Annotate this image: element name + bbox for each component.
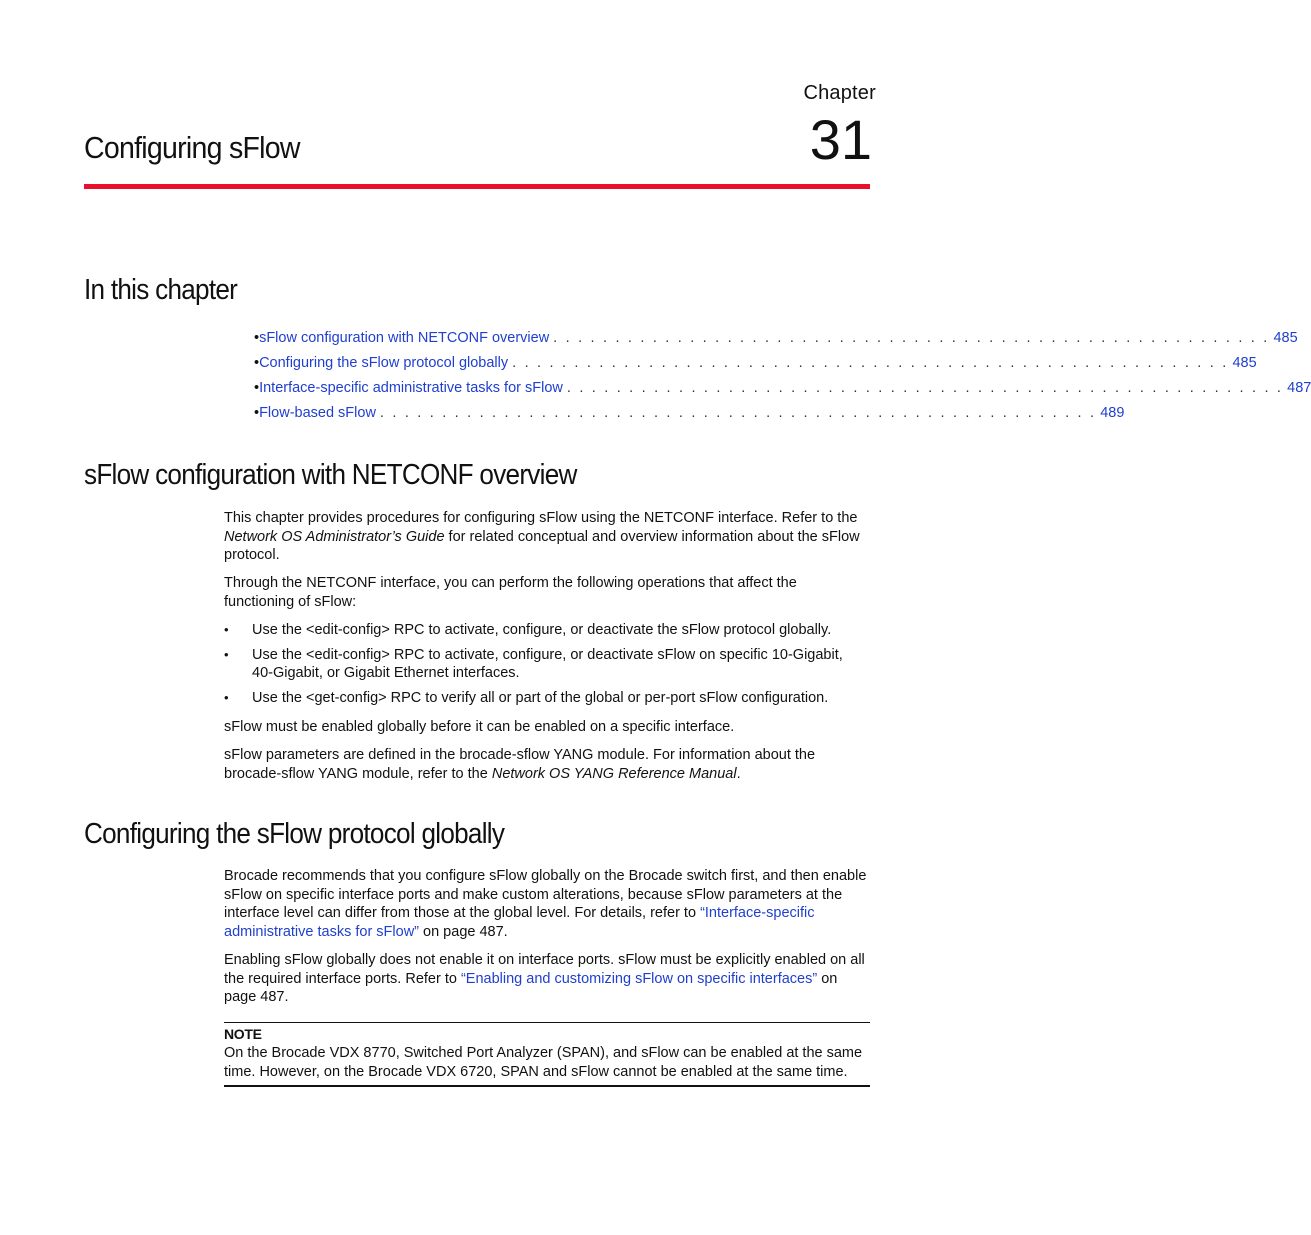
- overview-p2-text: Through the NETCONF interface, you can perform the following operations that affect the functioning of sFlow:: [224, 575, 797, 610]
- global-p1-text-b: on page 487.: [419, 923, 508, 940]
- toc-page-number[interactable]: 485: [1273, 330, 1298, 346]
- overview-p3-text: sFlow must be enabled globally before it can be enabled on a specific interface.: [224, 719, 735, 735]
- interface-tasks-link[interactable]: “Interface-specific administrative tasks for sFlow”: [224, 905, 815, 940]
- bullet-icon: •: [224, 689, 229, 705]
- global-paragraph-1: [224, 867, 870, 941]
- list-item-text: Use the <edit-config> RPC to activate, configure, or deactivate sFlow on specific 10-Gigabit, 40-Gigabit, or Gigabit Ethernet interfaces.: [252, 646, 843, 682]
- enabling-sflow-link[interactable]: “Enabling and customizing sFlow on specific interfaces”: [460, 970, 818, 987]
- bullet-icon: •: [254, 405, 260, 421]
- list-item: [224, 689, 870, 708]
- global-p2-text-b: on page 487.: [224, 970, 838, 1006]
- toc-page-number[interactable]: 489: [1100, 405, 1125, 421]
- toc-page-number[interactable]: 485: [1232, 355, 1257, 371]
- note-bottom-rule: [224, 1085, 870, 1087]
- overview-p4-italic: Network OS YANG Reference Manual: [491, 765, 737, 782]
- note-text: On the Brocade VDX 8770, Switched Port Analyzer (SPAN), and sFlow can be enabled at the same time. However, on the Brocade VDX 6720, SPAN and sFlow cannot be enabled at the same time.: [224, 1045, 863, 1080]
- bullet-icon: •: [254, 355, 260, 371]
- list-item: [224, 621, 870, 640]
- chapter-number: 31: [809, 108, 872, 171]
- toc-leader-dots: . . . . . . . . . . . . . . . . . . . . . . . . . . . . . . . . . . . . . . . . . . . . . . . . . . . . . . . . . .: [566, 380, 1284, 396]
- toc-entry-link[interactable]: sFlow configuration with NETCONF overview: [259, 330, 550, 346]
- chapter-label: Chapter: [803, 82, 876, 104]
- toc-entry-link[interactable]: Interface-specific administrative tasks for sFlow: [259, 380, 563, 396]
- chapter-title: Configuring sFlow: [84, 130, 300, 165]
- toc-entry[interactable]: [254, 355, 1257, 380]
- toc-entry-link[interactable]: Configuring the sFlow protocol globally: [259, 355, 509, 371]
- toc-entry[interactable]: [254, 330, 1298, 355]
- list-item-text: Use the <get-config> RPC to verify all or part of the global or per-port sFlow configuration.: [252, 689, 829, 706]
- toc-leader-dots: . . . . . . . . . . . . . . . . . . . . . . . . . . . . . . . . . . . . . . . . . . . . . . . . . . . . . . . . . .: [512, 355, 1229, 371]
- overview-paragraph-4: [224, 746, 870, 783]
- toc-page-number[interactable]: 487: [1287, 380, 1311, 396]
- list-item-text: Use the <edit-config> RPC to activate, configure, or deactivate the sFlow protocol globally.: [252, 622, 832, 638]
- overview-paragraph-2: [224, 574, 870, 611]
- bullet-icon: •: [254, 380, 260, 396]
- global-p2-text-a: Enabling sFlow globally does not enable it on interface ports. sFlow must be explicitly enabled on all the required interface ports. Refer to: [224, 952, 865, 987]
- overview-paragraph-3: [224, 718, 870, 737]
- toc-leader-dots: . . . . . . . . . . . . . . . . . . . . . . . . . . . . . . . . . . . . . . . . . . . . . . . . . . . . . . . . . .: [553, 330, 1270, 346]
- toc-leader-dots: . . . . . . . . . . . . . . . . . . . . . . . . . . . . . . . . . . . . . . . . . . . . . . . . . . . . . . . . . .: [379, 405, 1097, 421]
- overview-paragraph-1: [224, 509, 870, 565]
- note-label: NOTE: [224, 1026, 262, 1042]
- operations-list: [224, 621, 870, 707]
- chapter-toc: [254, 330, 1311, 430]
- global-paragraph-2: [224, 951, 870, 1007]
- global-p1-text-a: Brocade recommends that you configure sFlow globally on the Brocade switch first, and then enable sFlow on specific interface ports and make custom alterations, because sFlow parameters at the interface level can differ from those at the global level. For details, refer to: [224, 868, 867, 922]
- overview-p4-text-a: sFlow parameters are defined in the brocade-sflow YANG module. For information about the brocade-sflow YANG module, refer to the: [224, 747, 816, 782]
- list-item: [224, 646, 870, 683]
- overview-heading: sFlow configuration with NETCONF overview: [84, 459, 577, 491]
- toc-entry[interactable]: [254, 405, 1125, 430]
- bullet-icon: •: [224, 622, 229, 637]
- chapter-rule: [84, 184, 870, 189]
- toc-entry[interactable]: [254, 380, 1311, 405]
- in-this-chapter-heading: In this chapter: [84, 274, 238, 306]
- bullet-icon: •: [224, 646, 229, 662]
- note-top-rule: [224, 1022, 870, 1023]
- bullet-icon: •: [254, 330, 260, 346]
- overview-p1-text-b: for related conceptual and overview information about the sFlow protocol.: [224, 528, 860, 564]
- toc-entry-link[interactable]: Flow-based sFlow: [259, 405, 376, 421]
- overview-p1-italic: Network OS Administrator’s Guide: [224, 528, 445, 545]
- overview-p1-text-a: This chapter provides procedures for configuring sFlow using the NETCONF interface. Refer to the: [224, 510, 858, 526]
- global-heading: Configuring the sFlow protocol globally: [84, 818, 505, 850]
- overview-p4-text-b: .: [736, 765, 741, 782]
